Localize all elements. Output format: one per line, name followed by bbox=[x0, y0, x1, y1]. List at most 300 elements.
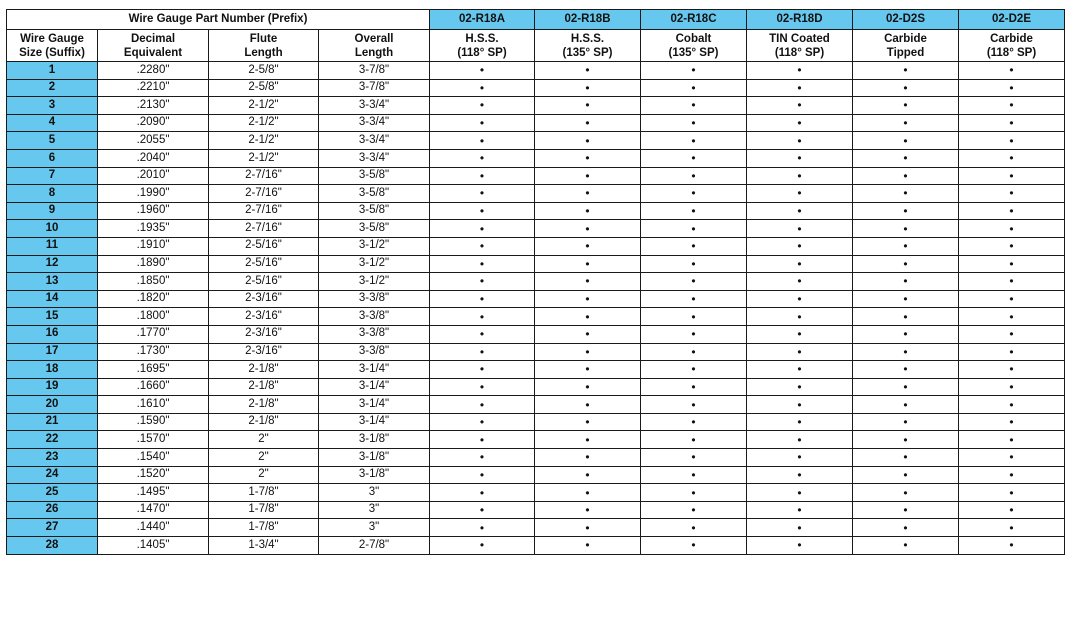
cell-size: 27 bbox=[7, 519, 98, 537]
cell-flute: 2" bbox=[209, 449, 319, 467]
cell-overall: 3-1/4" bbox=[319, 378, 430, 396]
availability-dot: • bbox=[747, 255, 853, 273]
availability-dot: • bbox=[641, 149, 747, 167]
cell-overall: 3" bbox=[319, 501, 430, 519]
cell-size: 22 bbox=[7, 431, 98, 449]
table-row bbox=[7, 202, 1065, 220]
availability-dot: • bbox=[853, 114, 959, 132]
column-header-line2: (118° SP) bbox=[986, 46, 1037, 59]
cell-overall: 3-1/4" bbox=[319, 413, 430, 431]
availability-dot: • bbox=[641, 431, 747, 449]
availability-dot: • bbox=[747, 273, 853, 291]
availability-dot: • bbox=[853, 431, 959, 449]
cell-size: 20 bbox=[7, 396, 98, 414]
cell-overall: 3-3/4" bbox=[319, 132, 430, 150]
cell-decimal: .1730" bbox=[98, 343, 209, 361]
availability-dot: • bbox=[641, 290, 747, 308]
column-header bbox=[853, 30, 959, 62]
availability-dot: • bbox=[535, 501, 641, 519]
part-number-header: 02-R18C bbox=[641, 10, 747, 30]
column-header bbox=[430, 30, 535, 62]
column-header-row bbox=[7, 30, 1065, 62]
table-row bbox=[7, 132, 1065, 150]
table-row bbox=[7, 378, 1065, 396]
column-header-line2: Length bbox=[244, 46, 283, 59]
availability-dot: • bbox=[747, 220, 853, 238]
cell-decimal: .1520" bbox=[98, 466, 209, 484]
availability-dot: • bbox=[535, 466, 641, 484]
availability-dot: • bbox=[747, 396, 853, 414]
availability-dot: • bbox=[535, 413, 641, 431]
table-row bbox=[7, 167, 1065, 185]
cell-decimal: .2210" bbox=[98, 79, 209, 97]
availability-dot: • bbox=[430, 202, 535, 220]
availability-dot: • bbox=[430, 537, 535, 555]
availability-dot: • bbox=[535, 361, 641, 379]
cell-decimal: .1660" bbox=[98, 378, 209, 396]
cell-size: 4 bbox=[7, 114, 98, 132]
cell-overall: 3-3/8" bbox=[319, 290, 430, 308]
cell-flute: 2-1/8" bbox=[209, 361, 319, 379]
availability-dot: • bbox=[853, 378, 959, 396]
availability-dot: • bbox=[959, 484, 1065, 502]
cell-flute: 2-7/16" bbox=[209, 167, 319, 185]
availability-dot: • bbox=[535, 325, 641, 343]
table-row bbox=[7, 62, 1065, 80]
availability-dot: • bbox=[747, 466, 853, 484]
cell-flute: 1-7/8" bbox=[209, 519, 319, 537]
cell-size: 6 bbox=[7, 149, 98, 167]
cell-overall: 3-3/4" bbox=[319, 114, 430, 132]
availability-dot: • bbox=[641, 237, 747, 255]
cell-overall: 3-5/8" bbox=[319, 220, 430, 238]
cell-size: 8 bbox=[7, 185, 98, 203]
availability-dot: • bbox=[430, 449, 535, 467]
table-row bbox=[7, 79, 1065, 97]
table-row bbox=[7, 449, 1065, 467]
availability-dot: • bbox=[641, 519, 747, 537]
availability-dot: • bbox=[747, 237, 853, 255]
availability-dot: • bbox=[959, 62, 1065, 80]
availability-dot: • bbox=[430, 220, 535, 238]
cell-decimal: .1610" bbox=[98, 396, 209, 414]
availability-dot: • bbox=[641, 396, 747, 414]
availability-dot: • bbox=[641, 413, 747, 431]
cell-overall: 3-1/8" bbox=[319, 449, 430, 467]
availability-dot: • bbox=[641, 97, 747, 115]
cell-flute: 2-1/8" bbox=[209, 396, 319, 414]
availability-dot: • bbox=[430, 62, 535, 80]
availability-dot: • bbox=[747, 413, 853, 431]
availability-dot: • bbox=[535, 97, 641, 115]
availability-dot: • bbox=[747, 361, 853, 379]
availability-dot: • bbox=[959, 537, 1065, 555]
availability-dot: • bbox=[535, 273, 641, 291]
table-row bbox=[7, 466, 1065, 484]
availability-dot: • bbox=[641, 449, 747, 467]
availability-dot: • bbox=[959, 361, 1065, 379]
column-header-line2: (135° SP) bbox=[668, 46, 719, 59]
availability-dot: • bbox=[641, 255, 747, 273]
availability-dot: • bbox=[641, 202, 747, 220]
cell-overall: 3-3/8" bbox=[319, 325, 430, 343]
availability-dot: • bbox=[430, 343, 535, 361]
column-header-line1: Wire Gauge bbox=[20, 32, 84, 45]
availability-dot: • bbox=[430, 501, 535, 519]
cell-size: 3 bbox=[7, 97, 98, 115]
table-row bbox=[7, 484, 1065, 502]
availability-dot: • bbox=[959, 149, 1065, 167]
cell-decimal: .1590" bbox=[98, 413, 209, 431]
availability-dot: • bbox=[535, 396, 641, 414]
cell-overall: 3-3/8" bbox=[319, 308, 430, 326]
availability-dot: • bbox=[959, 132, 1065, 150]
cell-overall: 3-3/4" bbox=[319, 97, 430, 115]
availability-dot: • bbox=[959, 114, 1065, 132]
availability-dot: • bbox=[853, 62, 959, 80]
table-row bbox=[7, 501, 1065, 519]
availability-dot: • bbox=[959, 185, 1065, 203]
availability-dot: • bbox=[853, 537, 959, 555]
availability-dot: • bbox=[959, 378, 1065, 396]
cell-size: 23 bbox=[7, 449, 98, 467]
availability-dot: • bbox=[747, 325, 853, 343]
column-header bbox=[959, 30, 1065, 62]
cell-size: 15 bbox=[7, 308, 98, 326]
availability-dot: • bbox=[853, 185, 959, 203]
column-header-line1: Carbide bbox=[884, 32, 927, 45]
cell-decimal: .1910" bbox=[98, 237, 209, 255]
table-row bbox=[7, 220, 1065, 238]
availability-dot: • bbox=[747, 114, 853, 132]
availability-dot: • bbox=[747, 132, 853, 150]
table-row bbox=[7, 237, 1065, 255]
availability-dot: • bbox=[641, 167, 747, 185]
table-row bbox=[7, 519, 1065, 537]
table-row bbox=[7, 537, 1065, 555]
availability-dot: • bbox=[747, 537, 853, 555]
availability-dot: • bbox=[853, 79, 959, 97]
availability-dot: • bbox=[641, 361, 747, 379]
cell-decimal: .2055" bbox=[98, 132, 209, 150]
cell-size: 13 bbox=[7, 273, 98, 291]
availability-dot: • bbox=[959, 97, 1065, 115]
availability-dot: • bbox=[959, 273, 1065, 291]
availability-dot: • bbox=[747, 149, 853, 167]
cell-decimal: .1440" bbox=[98, 519, 209, 537]
availability-dot: • bbox=[853, 325, 959, 343]
availability-dot: • bbox=[641, 185, 747, 203]
availability-dot: • bbox=[747, 167, 853, 185]
column-header bbox=[7, 30, 98, 62]
availability-dot: • bbox=[641, 114, 747, 132]
availability-dot: • bbox=[959, 431, 1065, 449]
availability-dot: • bbox=[853, 202, 959, 220]
column-header-line2: (118° SP) bbox=[457, 46, 507, 59]
column-header-line1: Flute bbox=[249, 32, 278, 45]
cell-flute: 2-5/16" bbox=[209, 255, 319, 273]
column-header-line1: Overall bbox=[354, 32, 394, 45]
table-row bbox=[7, 255, 1065, 273]
availability-dot: • bbox=[535, 114, 641, 132]
availability-dot: • bbox=[959, 308, 1065, 326]
cell-size: 12 bbox=[7, 255, 98, 273]
cell-overall: 3-1/8" bbox=[319, 431, 430, 449]
availability-dot: • bbox=[535, 484, 641, 502]
cell-size: 25 bbox=[7, 484, 98, 502]
cell-overall: 3-5/8" bbox=[319, 185, 430, 203]
cell-decimal: .1540" bbox=[98, 449, 209, 467]
availability-dot: • bbox=[959, 519, 1065, 537]
cell-size: 2 bbox=[7, 79, 98, 97]
availability-dot: • bbox=[747, 343, 853, 361]
cell-decimal: .1770" bbox=[98, 325, 209, 343]
availability-dot: • bbox=[535, 202, 641, 220]
availability-dot: • bbox=[430, 149, 535, 167]
cell-flute: 2-7/16" bbox=[209, 220, 319, 238]
availability-dot: • bbox=[853, 132, 959, 150]
column-header bbox=[747, 30, 853, 62]
availability-dot: • bbox=[641, 325, 747, 343]
availability-dot: • bbox=[747, 378, 853, 396]
cell-overall: 3-7/8" bbox=[319, 79, 430, 97]
availability-dot: • bbox=[535, 537, 641, 555]
availability-dot: • bbox=[959, 466, 1065, 484]
table-row bbox=[7, 114, 1065, 132]
availability-dot: • bbox=[535, 290, 641, 308]
cell-overall: 3-3/4" bbox=[319, 149, 430, 167]
column-header bbox=[209, 30, 319, 62]
column-header-line2: Length bbox=[354, 46, 394, 59]
cell-overall: 3" bbox=[319, 519, 430, 537]
availability-dot: • bbox=[959, 501, 1065, 519]
availability-dot: • bbox=[430, 255, 535, 273]
availability-dot: • bbox=[535, 79, 641, 97]
availability-dot: • bbox=[430, 378, 535, 396]
availability-dot: • bbox=[641, 343, 747, 361]
table-row bbox=[7, 431, 1065, 449]
column-header bbox=[535, 30, 641, 62]
table-row bbox=[7, 273, 1065, 291]
cell-size: 9 bbox=[7, 202, 98, 220]
availability-dot: • bbox=[641, 62, 747, 80]
cell-decimal: .1960" bbox=[98, 202, 209, 220]
availability-dot: • bbox=[747, 308, 853, 326]
availability-dot: • bbox=[853, 167, 959, 185]
availability-dot: • bbox=[959, 413, 1065, 431]
availability-dot: • bbox=[959, 79, 1065, 97]
availability-dot: • bbox=[430, 308, 535, 326]
cell-decimal: .2010" bbox=[98, 167, 209, 185]
availability-dot: • bbox=[535, 149, 641, 167]
column-header-line1: TIN Coated bbox=[769, 32, 830, 45]
availability-dot: • bbox=[747, 519, 853, 537]
availability-dot: • bbox=[959, 325, 1065, 343]
cell-decimal: .1890" bbox=[98, 255, 209, 273]
availability-dot: • bbox=[747, 431, 853, 449]
availability-dot: • bbox=[853, 273, 959, 291]
cell-size: 21 bbox=[7, 413, 98, 431]
cell-size: 24 bbox=[7, 466, 98, 484]
cell-flute: 2-1/8" bbox=[209, 378, 319, 396]
cell-overall: 3-1/2" bbox=[319, 237, 430, 255]
availability-dot: • bbox=[959, 167, 1065, 185]
cell-decimal: .2280" bbox=[98, 62, 209, 80]
cell-overall: 2-7/8" bbox=[319, 537, 430, 555]
availability-dot: • bbox=[853, 466, 959, 484]
cell-size: 1 bbox=[7, 62, 98, 80]
cell-size: 28 bbox=[7, 537, 98, 555]
cell-flute: 2-7/16" bbox=[209, 185, 319, 203]
availability-dot: • bbox=[853, 484, 959, 502]
availability-dot: • bbox=[430, 97, 535, 115]
availability-dot: • bbox=[535, 185, 641, 203]
availability-dot: • bbox=[853, 220, 959, 238]
availability-dot: • bbox=[747, 290, 853, 308]
availability-dot: • bbox=[747, 185, 853, 203]
part-number-header: 02-R18D bbox=[747, 10, 853, 30]
availability-dot: • bbox=[959, 237, 1065, 255]
availability-dot: • bbox=[853, 255, 959, 273]
availability-dot: • bbox=[430, 466, 535, 484]
table-row bbox=[7, 396, 1065, 414]
availability-dot: • bbox=[959, 255, 1065, 273]
cell-overall: 3-5/8" bbox=[319, 202, 430, 220]
part-number-header: 02-R18B bbox=[535, 10, 641, 30]
availability-dot: • bbox=[747, 501, 853, 519]
cell-flute: 2-3/16" bbox=[209, 308, 319, 326]
cell-flute: 2-1/2" bbox=[209, 97, 319, 115]
cell-flute: 2-1/8" bbox=[209, 413, 319, 431]
availability-dot: • bbox=[853, 361, 959, 379]
cell-flute: 2-5/16" bbox=[209, 237, 319, 255]
availability-dot: • bbox=[641, 220, 747, 238]
cell-flute: 2" bbox=[209, 431, 319, 449]
availability-dot: • bbox=[430, 167, 535, 185]
availability-dot: • bbox=[641, 79, 747, 97]
availability-dot: • bbox=[430, 132, 535, 150]
cell-overall: 3-5/8" bbox=[319, 167, 430, 185]
availability-dot: • bbox=[535, 167, 641, 185]
cell-flute: 2-5/16" bbox=[209, 273, 319, 291]
availability-dot: • bbox=[535, 220, 641, 238]
availability-dot: • bbox=[430, 273, 535, 291]
cell-overall: 3-1/2" bbox=[319, 273, 430, 291]
cell-overall: 3-1/2" bbox=[319, 255, 430, 273]
availability-dot: • bbox=[535, 237, 641, 255]
cell-size: 19 bbox=[7, 378, 98, 396]
availability-dot: • bbox=[430, 519, 535, 537]
cell-size: 10 bbox=[7, 220, 98, 238]
availability-dot: • bbox=[430, 484, 535, 502]
cell-decimal: .1935" bbox=[98, 220, 209, 238]
availability-dot: • bbox=[430, 396, 535, 414]
column-header-line1: H.S.S. bbox=[570, 32, 605, 45]
wire-gauge-table bbox=[6, 9, 1065, 555]
availability-dot: • bbox=[959, 202, 1065, 220]
drill-size-chart bbox=[6, 9, 1065, 555]
cell-overall: 3-1/8" bbox=[319, 466, 430, 484]
availability-dot: • bbox=[430, 431, 535, 449]
cell-flute: 1-3/4" bbox=[209, 537, 319, 555]
cell-overall: 3-1/4" bbox=[319, 396, 430, 414]
availability-dot: • bbox=[535, 255, 641, 273]
availability-dot: • bbox=[430, 361, 535, 379]
column-header-line2: Tipped bbox=[886, 46, 925, 59]
column-header-line2: Size (Suffix) bbox=[19, 46, 85, 59]
availability-dot: • bbox=[430, 79, 535, 97]
availability-dot: • bbox=[535, 62, 641, 80]
cell-size: 11 bbox=[7, 237, 98, 255]
availability-dot: • bbox=[853, 413, 959, 431]
availability-dot: • bbox=[853, 97, 959, 115]
cell-decimal: .1990" bbox=[98, 185, 209, 203]
cell-flute: 2-3/16" bbox=[209, 343, 319, 361]
availability-dot: • bbox=[430, 290, 535, 308]
availability-dot: • bbox=[853, 149, 959, 167]
cell-flute: 2" bbox=[209, 466, 319, 484]
availability-dot: • bbox=[853, 237, 959, 255]
prefix-header: Wire Gauge Part Number (Prefix) bbox=[7, 10, 430, 30]
column-header-line1: Cobalt bbox=[675, 32, 712, 45]
cell-decimal: .1570" bbox=[98, 431, 209, 449]
cell-flute: 2-5/8" bbox=[209, 79, 319, 97]
column-header-line2: Equivalent bbox=[123, 46, 183, 59]
availability-dot: • bbox=[535, 519, 641, 537]
part-number-header: 02-D2S bbox=[853, 10, 959, 30]
column-header bbox=[319, 30, 430, 62]
cell-decimal: .1495" bbox=[98, 484, 209, 502]
availability-dot: • bbox=[430, 114, 535, 132]
cell-decimal: .2040" bbox=[98, 149, 209, 167]
availability-dot: • bbox=[641, 537, 747, 555]
cell-flute: 2-3/16" bbox=[209, 290, 319, 308]
cell-decimal: .2130" bbox=[98, 97, 209, 115]
availability-dot: • bbox=[959, 343, 1065, 361]
table-row bbox=[7, 149, 1065, 167]
availability-dot: • bbox=[747, 97, 853, 115]
availability-dot: • bbox=[430, 237, 535, 255]
cell-decimal: .1820" bbox=[98, 290, 209, 308]
column-header bbox=[641, 30, 747, 62]
availability-dot: • bbox=[959, 396, 1065, 414]
table-row bbox=[7, 290, 1065, 308]
cell-overall: 3-3/8" bbox=[319, 343, 430, 361]
availability-dot: • bbox=[641, 501, 747, 519]
cell-flute: 1-7/8" bbox=[209, 501, 319, 519]
availability-dot: • bbox=[853, 501, 959, 519]
column-header-line2: (118° SP) bbox=[774, 46, 825, 59]
cell-size: 14 bbox=[7, 290, 98, 308]
cell-size: 16 bbox=[7, 325, 98, 343]
cell-flute: 2-1/2" bbox=[209, 114, 319, 132]
table-body bbox=[7, 62, 1065, 555]
availability-dot: • bbox=[853, 343, 959, 361]
availability-dot: • bbox=[853, 396, 959, 414]
column-header-line2: (135° SP) bbox=[562, 46, 613, 59]
cell-decimal: .2090" bbox=[98, 114, 209, 132]
cell-size: 5 bbox=[7, 132, 98, 150]
table-row bbox=[7, 325, 1065, 343]
availability-dot: • bbox=[959, 290, 1065, 308]
cell-flute: 2-3/16" bbox=[209, 325, 319, 343]
availability-dot: • bbox=[747, 62, 853, 80]
availability-dot: • bbox=[430, 413, 535, 431]
availability-dot: • bbox=[959, 449, 1065, 467]
cell-decimal: .1850" bbox=[98, 273, 209, 291]
cell-decimal: .1800" bbox=[98, 308, 209, 326]
column-header-line1: H.S.S. bbox=[465, 32, 499, 45]
